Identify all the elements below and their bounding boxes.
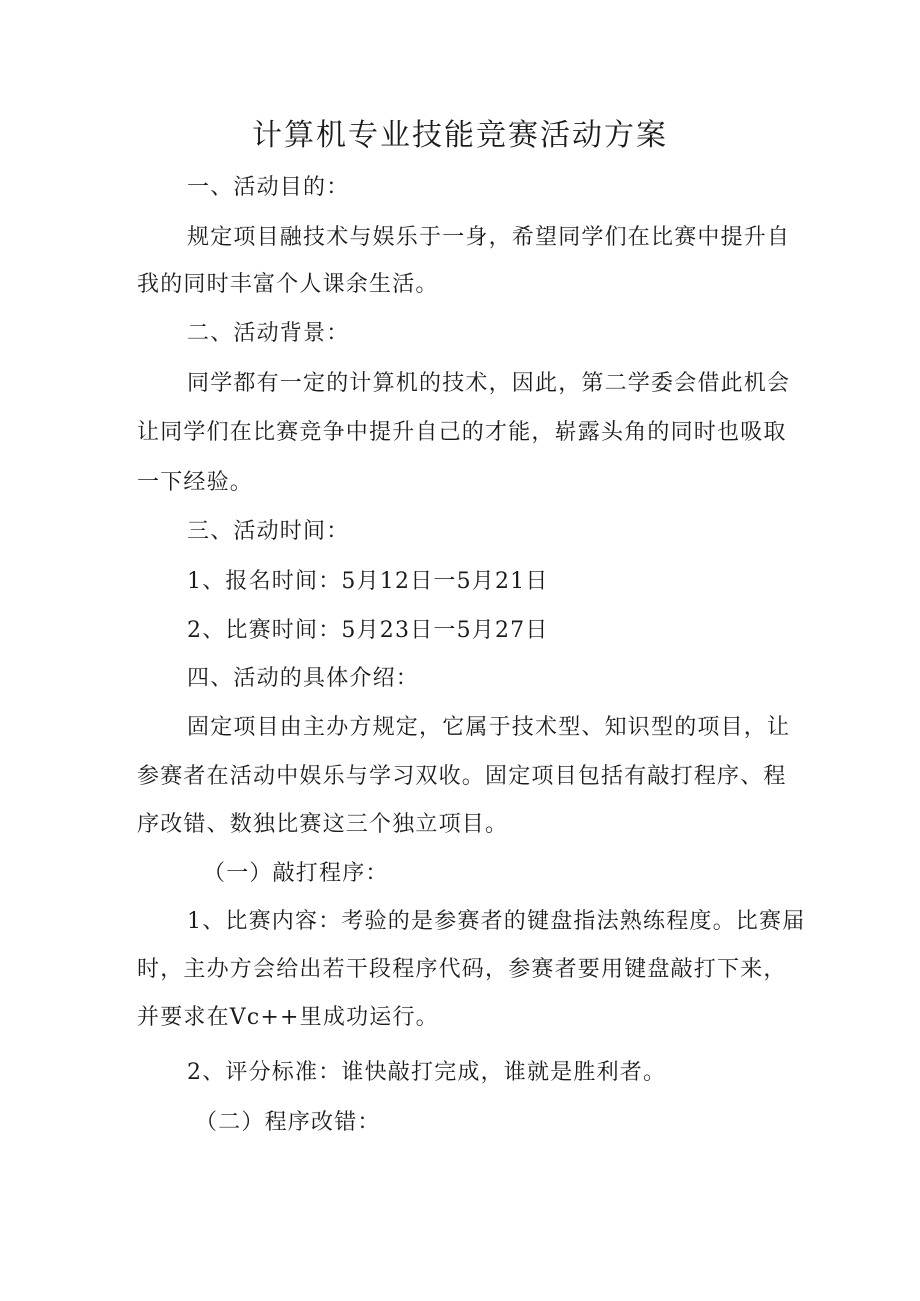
subheading-debugging: （二）程序改错： bbox=[195, 1110, 381, 1135]
paragraph-line: 规定项目融技术与娱乐于一身，希望同学们在比赛中提升自 bbox=[187, 225, 791, 250]
paragraph-line: 序改错、数独比赛这三个独立项目。 bbox=[137, 812, 509, 837]
scoring-criteria: 2、评分标准：谁快敲打完成，谁就是胜利者。 bbox=[187, 1060, 667, 1085]
paragraph-line: 1、比赛内容：考验的是参赛者的键盘指法熟练程度。比赛届 bbox=[187, 909, 806, 934]
paragraph-line: 一下经验。 bbox=[137, 470, 254, 495]
paragraph-line: 固定项目由主办方规定，它属于技术型、知识型的项目，让 bbox=[187, 715, 791, 740]
heading-purpose: 一、活动目的： bbox=[187, 175, 350, 200]
paragraph-line: 同学都有一定的计算机的技术，因此，第二学委会借此机会 bbox=[187, 371, 791, 396]
paragraph-line: 并要求在Vc++里成功运行。 bbox=[137, 1005, 439, 1030]
document-title: 计算机专业技能竞赛活动方案 bbox=[252, 118, 668, 153]
heading-schedule: 三、活动时间： bbox=[187, 519, 350, 544]
paragraph-line: 让同学们在比赛竞争中提升自己的才能，崭露头角的同时也吸取 bbox=[137, 420, 787, 445]
schedule-registration: 1、报名时间：5月12日一5月21日 bbox=[187, 569, 549, 594]
paragraph-line: 时，主办方会给出若干段程序代码，参赛者要用键盘敲打下来， bbox=[137, 957, 787, 982]
paragraph-line: 我的同时丰富个人课余生活。 bbox=[137, 272, 439, 297]
heading-background: 二、活动背景： bbox=[187, 321, 350, 346]
subheading-typing: （一）敲打程序： bbox=[203, 861, 389, 886]
paragraph-line: 参赛者在活动中娱乐与学习双收。固定项目包括有敲打程序、程 bbox=[137, 764, 787, 789]
schedule-competition: 2、比赛时间：5月23日一5月27日 bbox=[187, 618, 549, 643]
heading-details: 四、活动的具体介绍： bbox=[187, 666, 420, 691]
